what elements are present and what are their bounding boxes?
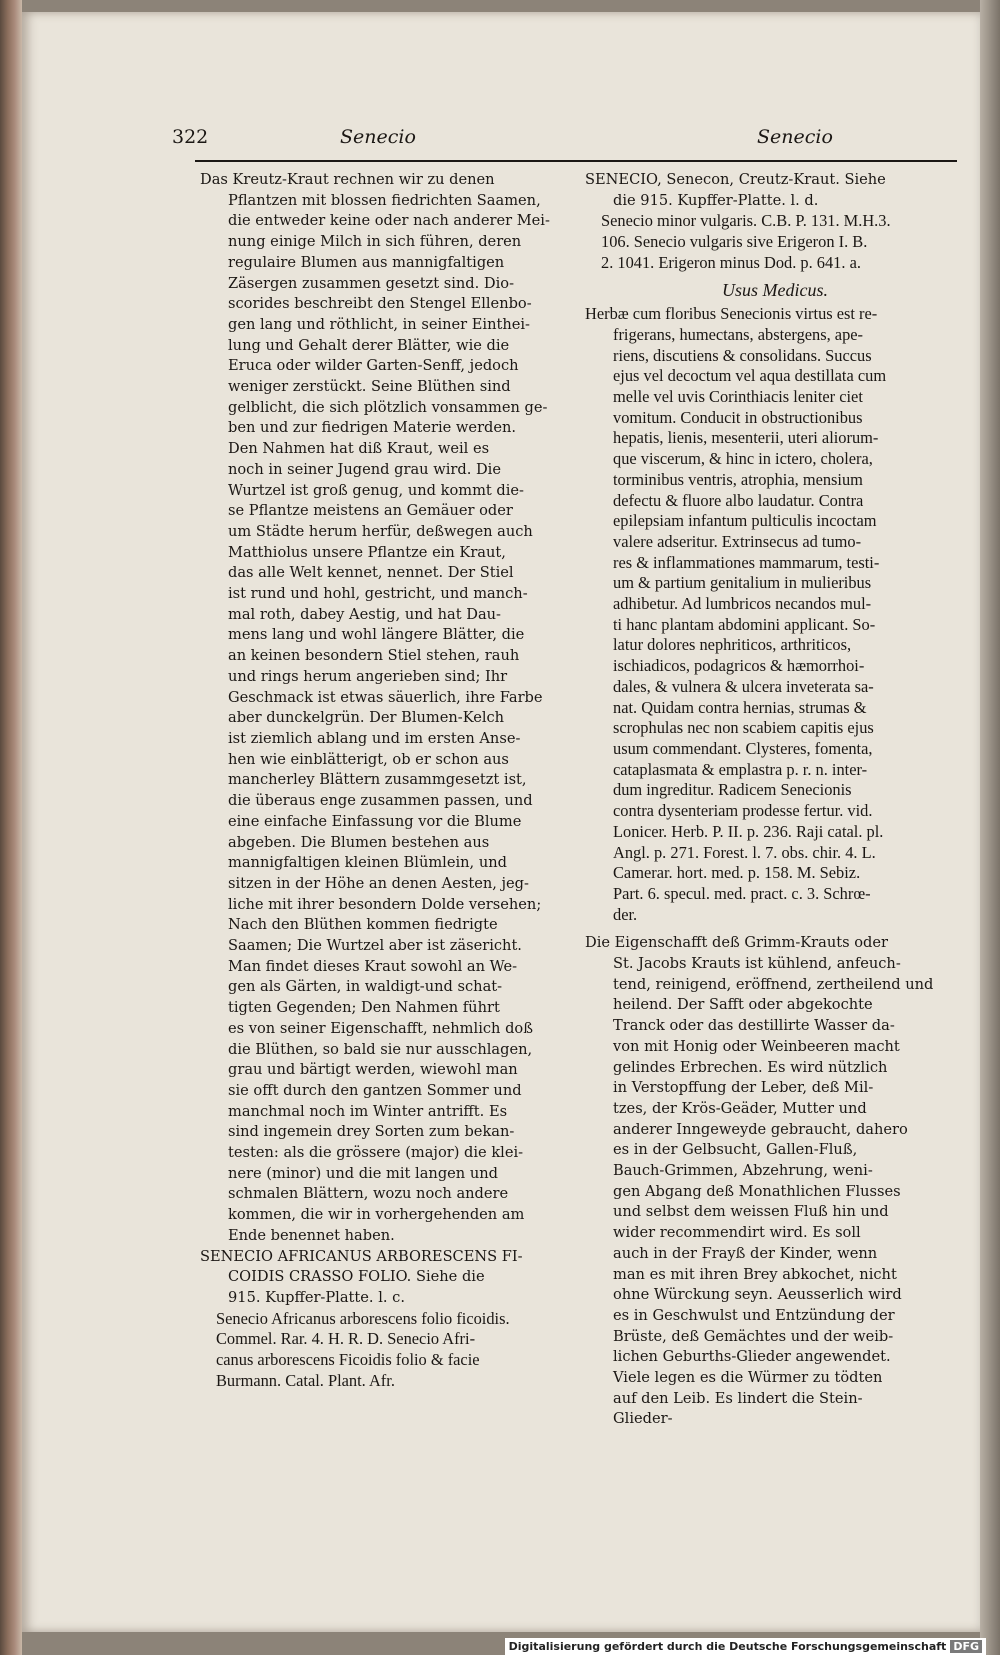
text-line: mannigfaltigen kleinen Blümlein, und: [228, 854, 507, 872]
text-line: Lonicer. Herb. P. II. p. 236. Raji catal. pl.: [613, 821, 884, 841]
text-line: noch in seiner Jugend grau wird. Die: [228, 460, 501, 478]
text-line: Pflantzen mit blossen fiedrichten Saamen,: [228, 191, 541, 209]
text-line: canus arborescens Ficoidis folio & facie: [216, 1350, 480, 1370]
text-line: melle vel uvis Corinthiacis leniter ciet: [613, 387, 863, 407]
text-line: regulaire Blumen aus mannigfaltigen: [228, 253, 505, 271]
text-line: das alle Welt kennet, nennet. Der Stiel: [228, 564, 514, 582]
text-line: man es mit ihren Brey abkochet, nicht: [613, 1265, 897, 1283]
text-line: scrophulas nec non scabiem capitis ejus: [613, 718, 874, 738]
text-line: abgeben. Die Blumen bestehen aus: [228, 833, 490, 851]
text-line: hen wie einblätterigt, ob er schon aus: [228, 750, 509, 768]
entry-africanus: [200, 1247, 572, 1309]
text-line: Bauch-Grimmen, Abzehrung, weni-: [613, 1162, 873, 1180]
entry-senecio: [585, 170, 965, 211]
text-line: tigten Gegenden; Den Nahmen führt: [228, 999, 500, 1017]
text-line: nat. Quidam contra hernias, strumas &: [613, 697, 867, 717]
text-line: Angl. p. 271. Forest. l. 7. obs. chir. 4. L.: [613, 842, 876, 862]
text-line: und rings herum angerieben sind; Ihr: [228, 667, 508, 685]
text-line: lung und Gehalt derer Blätter, wie die: [228, 336, 510, 354]
text-line: St. Jacobs Krauts ist kühlend, anfeuch-: [613, 955, 901, 973]
text-line: gen als Gärten, in waldigt-und schat-: [228, 978, 503, 996]
text-line: dales, & vulnera & ulcera inveterata sa-: [613, 676, 874, 696]
text-line: sitzen in der Höhe an denen Aesten, jeg-: [228, 874, 529, 892]
text-line: testen: als die grössere (major) die klei-: [228, 1144, 524, 1162]
text-line: sie offt durch den gantzen Sommer und: [228, 1081, 522, 1099]
text-line: die überaus enge zusammen passen, und: [228, 792, 533, 810]
text-line: aber dunckelgrün. Der Blumen-Kelch: [228, 709, 505, 727]
text-line: ist ziemlich ablang und im ersten Anse-: [228, 729, 521, 747]
text-line: manchmal noch im Winter antrifft. Es: [228, 1102, 508, 1120]
text-line: es in Geschwulst und Entzündung der: [613, 1306, 895, 1324]
text-line: Camerar. hort. med. p. 158. M. Sebiz.: [613, 863, 861, 883]
page-header: [172, 126, 952, 160]
text-line: se Pflantze meistens an Gemäuer oder: [228, 502, 513, 520]
text-line: mal roth, dabey Aestig, und hat Dau-: [228, 605, 501, 623]
text-line: Senecio minor vulgaris. C.B. P. 131. M.H.3.: [601, 211, 891, 231]
text-line: Die Eigenschafft deß Grimm-Krauts oder: [585, 934, 888, 952]
german-eigenschafft: [585, 933, 965, 1430]
paragraph-gap: [585, 925, 965, 933]
text-line: Das Kreutz-Kraut rechnen wir zu denen: [200, 171, 495, 188]
text-line: ischiadicos, podagricos & hæmorrhoi-: [613, 656, 865, 676]
text-line: auf den Leib. Es lindert die Stein-: [613, 1389, 863, 1407]
text-line: wider recommendirt wird. Es soll: [613, 1224, 861, 1242]
text-line: epilepsiam infantum pulticulis incoctam: [613, 511, 877, 531]
synonyms-africanus: [200, 1309, 572, 1392]
text-line: auch in der Frayß der Kinder, wenn: [613, 1244, 878, 1262]
text-line: 915. Kupffer-Platte. l. c.: [228, 1288, 405, 1306]
text-line: mens lang und wohl längere Blätter, die: [228, 626, 525, 644]
text-line: kommen, die wir in vorhergehenden am: [228, 1206, 525, 1224]
header-rule: [195, 160, 957, 162]
text-line: frigerans, humectans, abstergens, ape-: [613, 324, 864, 344]
text-line: res & inflammationes mammarum, testi-: [613, 552, 880, 572]
text-line: und selbst dem weissen Fluß hin und: [613, 1203, 889, 1221]
text-line: torminibus ventris, atrophia, mensium: [613, 469, 863, 489]
left-column: [200, 170, 572, 1391]
text-line: gelblicht, die sich plötzlich vonsammen ge-: [228, 398, 548, 416]
text-line: grau und bärtigt werden, wiewohl man: [228, 1061, 518, 1079]
text-line: lichen Geburths-Glieder angewendet.: [613, 1348, 891, 1366]
text-line: weniger zerstückt. Seine Blüthen sind: [228, 378, 511, 396]
dfg-logo: DFG: [950, 1640, 982, 1653]
text-line: Senecio Africanus arborescens folio ficoidis.: [216, 1308, 510, 1328]
text-line: anderer Inngeweyde gebraucht, dahero: [613, 1120, 908, 1138]
text-line: Glieder-: [613, 1410, 673, 1428]
text-line: nung einige Milch in sich führen, deren: [228, 233, 522, 251]
text-line: Burmann. Catal. Plant. Afr.: [216, 1370, 395, 1390]
page-number: 322: [172, 126, 209, 148]
text-line: gen lang und röthlicht, in seiner Einthei-: [228, 315, 530, 333]
text-line: es in der Gelbsucht, Gallen-Fluß,: [613, 1141, 858, 1159]
text-line: defectu & fluore albo laudatur. Contra: [613, 490, 864, 510]
text-line: ejus vel decoctum vel aqua destillata cum: [613, 366, 887, 386]
text-line: hepatis, lienis, mesenterii, uteri aliorum-: [613, 428, 879, 448]
text-line: 2. 1041. Erigeron minus Dod. p. 641. a.: [601, 252, 861, 272]
text-line: die entweder keine oder nach anderer Mei-: [228, 212, 550, 230]
text-line: que viscerum, & hinc in ictero, cholera,: [613, 449, 873, 469]
text-line: Part. 6. specul. med. pract. c. 3. Schrœ-: [613, 883, 871, 903]
text-line: die Blüthen, so bald sie nur ausschlagen,: [228, 1040, 533, 1058]
section-heading: Usus Medicus.: [722, 279, 828, 300]
text-line: liche mit ihrer besondern Dolde versehen;: [228, 895, 542, 913]
text-line: um Städte herum herfür, deßwegen auch: [228, 522, 533, 540]
text-line: ist rund und hohl, gestricht, und manch-: [228, 585, 528, 603]
latin-usus-medicus: [585, 304, 965, 925]
running-title-right: Senecio: [757, 126, 833, 148]
text-line: mancherley Blättern zusammgesetzt ist,: [228, 771, 527, 789]
text-line: adhibetur. Ad lumbricos necandos mul-: [613, 594, 872, 614]
text-line: gelindes Erbrechen. Es wird nützlich: [613, 1058, 888, 1076]
text-line: riens, discutiens & consolidans. Succus: [613, 345, 872, 365]
text-line: heilend. Der Safft oder abgekochte: [613, 996, 873, 1014]
text-line: ohne Würckung seyn. Aeusserlich wird: [613, 1286, 902, 1304]
text-line: Viele legen es die Würmer zu tödten: [613, 1369, 883, 1387]
right-column: [585, 170, 965, 1430]
left-body-text: [200, 170, 572, 1247]
text-line: tzes, der Krös-Geäder, Mutter und: [613, 1099, 867, 1117]
text-line: es von seiner Eigenschafft, nehmlich doß: [228, 1019, 533, 1037]
text-line: vomitum. Conducit in obstructionibus: [613, 407, 863, 427]
text-line: an keinen besondern Stiel stehen, rauh: [228, 647, 520, 665]
digitization-footer: [505, 1638, 986, 1655]
text-line: die 915. Kupffer-Platte. l. d.: [613, 191, 819, 209]
synonyms-senecio: [585, 211, 965, 273]
text-line: Geschmack ist etwas säuerlich, ihre Farbe: [228, 688, 543, 706]
text-line: Nach den Blüthen kommen fiedrigte: [228, 916, 498, 934]
text-line: Tranck oder das destillirte Wasser da-: [613, 1017, 895, 1035]
text-line: latur dolores nephriticos, arthriticos,: [613, 635, 852, 655]
text-line: der.: [613, 904, 638, 924]
text-line: nere (minor) und die mit langen und: [228, 1164, 498, 1182]
footer-credit: Digitalisierung gefördert durch die Deutsche Forschungsgemeinschaft: [508, 1640, 947, 1653]
text-line: Eruca oder wilder Garten-Senff, jedoch: [228, 357, 519, 375]
text-line: ben und zur fiedrigen Materie werden.: [228, 419, 517, 437]
text-line: tend, reinigend, eröffnend, zertheilend und: [613, 975, 934, 993]
text-line: Herbæ cum floribus Senecionis virtus est re-: [585, 304, 878, 324]
text-line: valere adseritur. Extrinsecus ad tumo-: [613, 531, 862, 551]
text-line: COIDIS CRASSO FOLIO. Siehe die: [228, 1268, 485, 1286]
text-line: SENECIO, Senecon, Creutz-Kraut. Siehe: [585, 171, 886, 188]
running-title-left: Senecio: [340, 126, 416, 148]
text-line: Matthiolus unsere Pflantze ein Kraut,: [228, 543, 506, 561]
text-line: Saamen; Die Wurtzel aber ist zäsericht.: [228, 937, 522, 955]
text-line: von mit Honig oder Weinbeeren macht: [613, 1037, 900, 1055]
text-line: ti hanc plantam abdomini applicant. So-: [613, 614, 876, 634]
text-line: cataplasmata & emplastra p. r. n. inter-: [613, 759, 868, 779]
text-line: contra dysenteriam prodesse fertur. vid.: [613, 801, 873, 821]
text-line: in Verstopffung der Leber, deß Mil-: [613, 1079, 874, 1097]
text-line: Ende benennet haben.: [228, 1226, 395, 1244]
text-line: Den Nahmen hat diß Kraut, weil es: [228, 440, 490, 458]
text-line: 106. Senecio vulgaris sive Erigeron I. B.: [601, 232, 868, 252]
text-line: usum commendant. Clysteres, fomenta,: [613, 738, 873, 758]
text-line: Brüste, deß Gemächtes und der weib-: [613, 1327, 894, 1345]
text-line: eine einfache Einfassung vor die Blume: [228, 812, 522, 830]
text-line: um & partium genitalium in mulieribus: [613, 573, 872, 593]
text-line: Wurtzel ist groß genug, und kommt die-: [228, 481, 524, 499]
text-line: Commel. Rar. 4. H. R. D. Senecio Afri-: [216, 1329, 476, 1349]
text-line: schmalen Blättern, wozu noch andere: [228, 1185, 509, 1203]
text-line: SENECIO AFRICANUS ARBORESCENS FI-: [200, 1247, 523, 1265]
book-binding: [0, 0, 22, 1655]
text-line: sind ingemein drey Sorten zum bekan-: [228, 1123, 515, 1141]
text-line: dum ingreditur. Radicem Senecionis: [613, 780, 852, 800]
text-line: Zäsergen zusammen gesetzt sind. Dio-: [228, 274, 515, 292]
text-line: scorides beschreibt den Stengel Ellenbo-: [228, 295, 532, 313]
text-line: Man findet dieses Kraut sowohl an We-: [228, 957, 518, 975]
text-line: gen Abgang deß Monathlichen Flusses: [613, 1182, 901, 1200]
page-edge: [980, 0, 1000, 1655]
